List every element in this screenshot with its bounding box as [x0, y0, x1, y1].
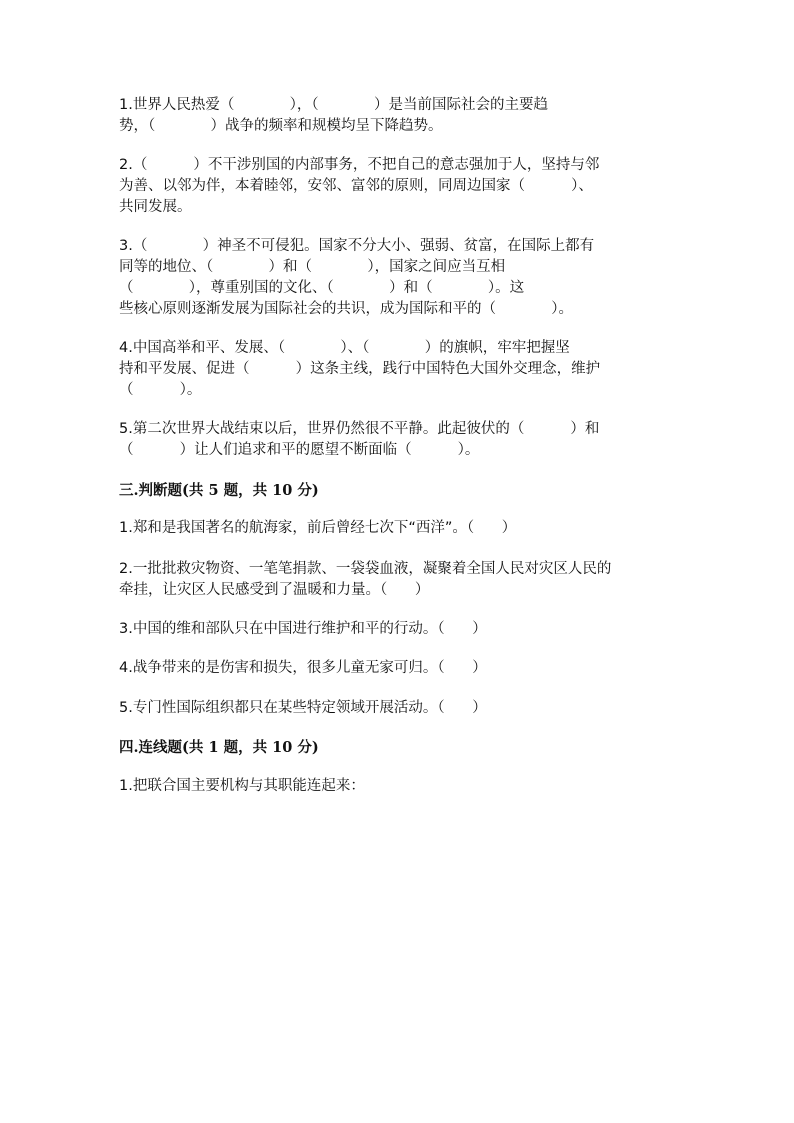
judge-question-3 [119, 619, 675, 640]
section-heading-judge: 三.判断题(共 5 题，共 10 分) [119, 482, 319, 499]
question-line: 共同发展。 [119, 199, 192, 215]
question-line: 5.专门性国际组织都只在某些特定领域开展活动。（ ） [119, 700, 487, 716]
question-line: 3.中国的维和部队只在中国进行维护和平的行动。（ ） [119, 621, 487, 637]
fill-in-question-1 [119, 95, 675, 137]
question-line: 1.郑和是我国著名的航海家，前后曾经七次下“西洋”。（ ） [119, 520, 517, 536]
fill-in-question-3 [119, 236, 675, 320]
fill-in-question-5 [119, 419, 675, 461]
question-line: （ ）。 [119, 382, 202, 398]
question-line: 1.把联合国主要机构与其职能连起来： [119, 778, 365, 794]
question-line: 2.一批批救灾物资、一笔笔捐款、一袋袋血液，凝聚着全国人民对灾区人民的 [119, 561, 612, 577]
judge-question-5 [119, 698, 675, 719]
judge-question-4 [119, 658, 675, 679]
question-line: 3.（ ）神圣不可侵犯。国家不分大小、强弱、贫富，在国际上都有 [119, 238, 595, 254]
question-line: 些核心原则逐渐发展为国际社会的共识，成为国际和平的（ ）。 [119, 301, 574, 317]
question-line: 势，（ ）战争的频率和规模均呈下降趋势。 [119, 118, 443, 134]
judge-question-1 [119, 518, 675, 539]
fill-in-question-2 [119, 155, 675, 218]
question-line: 为善、以邻为伴，本着睦邻，安邻、富邻的原则，同周边国家（ ）、 [119, 178, 593, 194]
fill-in-question-4 [119, 338, 675, 401]
question-line: （ ），尊重别国的文化、（ ）和（ ）。这 [119, 280, 525, 296]
question-line: 1.世界人民热爱（ ），（ ）是当前国际社会的主要趋 [119, 97, 548, 113]
question-line: 2.（ ）不干涉别国的内部事务，不把自己的意志强加于人，坚持与邻 [119, 157, 600, 173]
question-line: 4.中国高举和平、发展、（ ）、（ ）的旗帜，牢牢把握坚 [119, 340, 570, 356]
question-line: 同等的地位、（ ）和（ ），国家之间应当互相 [119, 259, 506, 275]
section-heading-match: 四.连线题(共 1 题，共 10 分) [119, 739, 319, 756]
question-line: 4.战争带来的是伤害和损失，很多儿童无家可归。（ ） [119, 660, 487, 676]
question-line: 5.第二次世界大战结束以后，世界仍然很不平静。此起彼伏的（ ）和 [119, 421, 600, 437]
question-line: 牵挂，让灾区人民感受到了温暖和力量。（ ） [119, 582, 430, 598]
question-line: 持和平发展、促进（ ）这条主线，践行中国特色大国外交理念，维护 [119, 361, 601, 377]
question-line: （ ）让人们追求和平的愿望不断面临（ ）。 [119, 442, 480, 458]
judge-question-2 [119, 559, 675, 601]
match-question-1 [119, 776, 675, 797]
